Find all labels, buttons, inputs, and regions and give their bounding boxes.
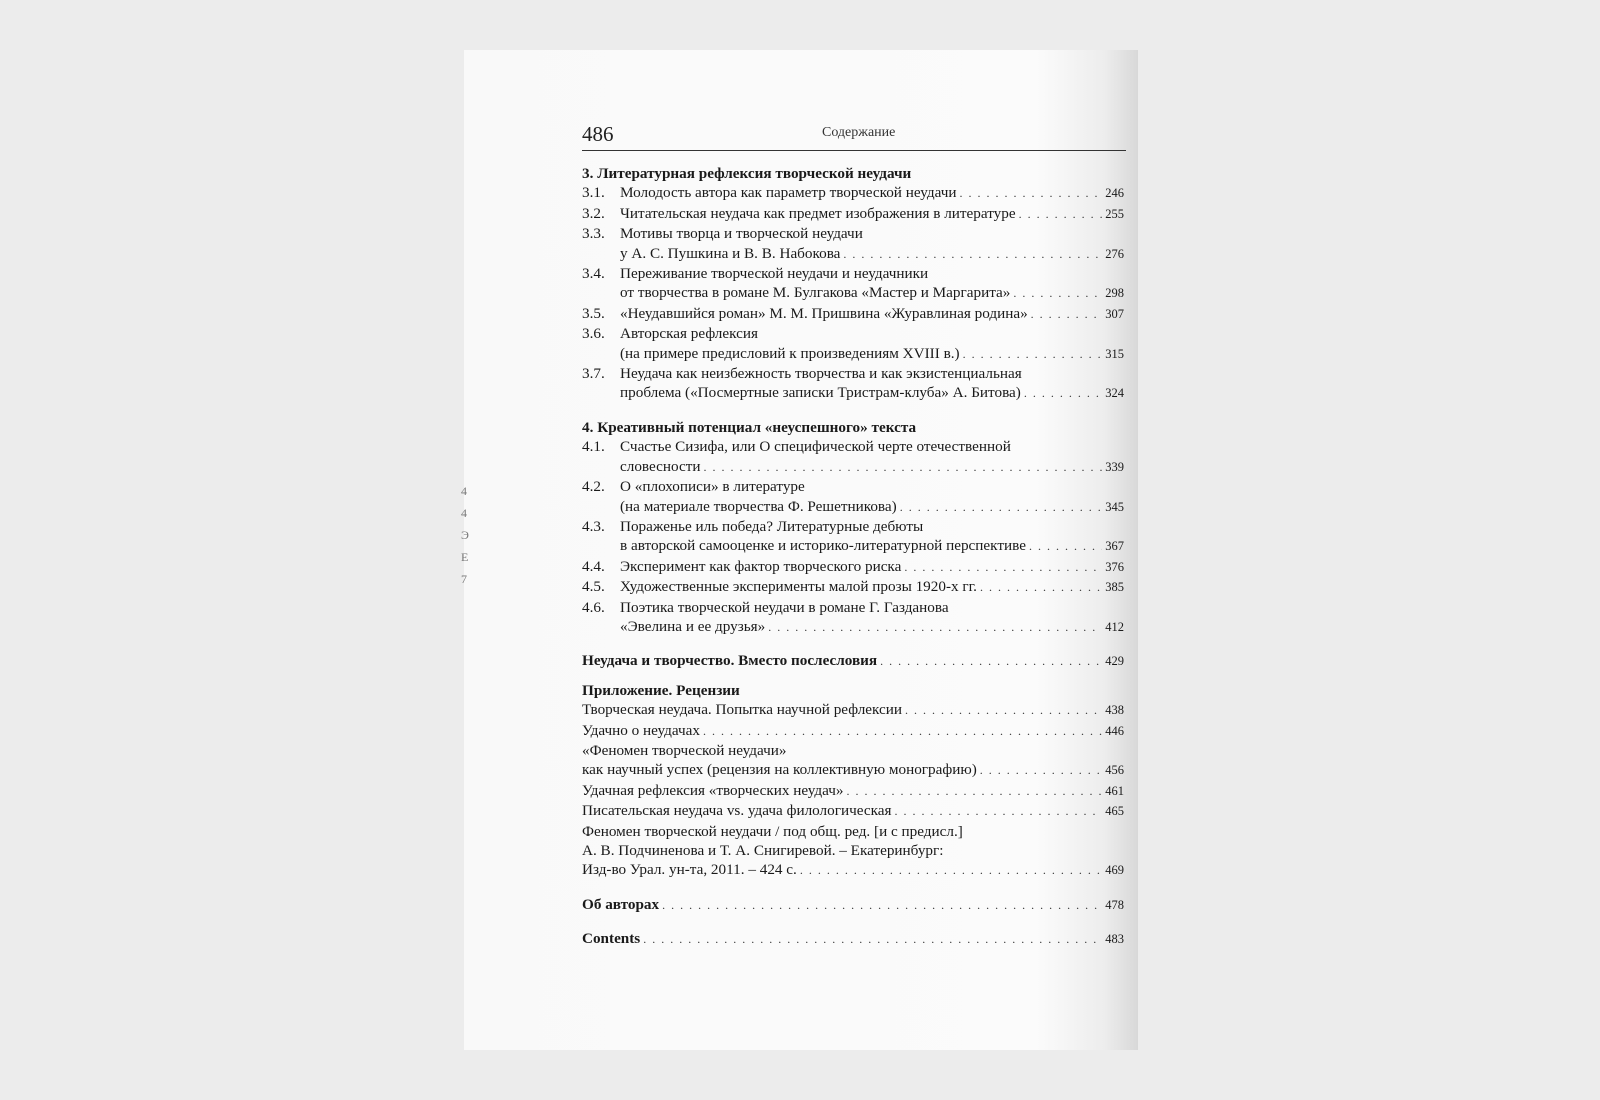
table-of-contents [582, 164, 1124, 950]
toc-entry-text [620, 264, 1124, 304]
page-ref: 307 [1105, 306, 1124, 321]
toc-line [582, 822, 1124, 841]
toc-line [620, 557, 1124, 577]
toc-entry-text [620, 517, 1124, 557]
toc-line-text: от творчества в романе М. Булгакова «Мастер и Маргарита» [620, 284, 1011, 302]
leader-dots [963, 345, 1103, 364]
spacer [582, 672, 1124, 681]
appendix-title: Приложение. Рецензии [582, 681, 740, 699]
about-authors-entry [582, 895, 1124, 915]
toc-entry-text [582, 801, 1124, 821]
page-ref: 339 [1105, 459, 1124, 474]
running-title: Содержание [822, 125, 896, 140]
entry-number: 3.1. [582, 184, 605, 202]
toc-entry-text [620, 577, 1124, 597]
margin-mark: Э [461, 528, 469, 542]
leader-dots [703, 722, 1102, 741]
toc-entry [582, 741, 1124, 781]
toc-line-text: Феномен творческой неудачи / под общ. ред. [и с предисл.] [582, 822, 963, 840]
toc-entry [582, 781, 1124, 801]
toc-entry-text [620, 598, 1124, 638]
toc-entry [582, 801, 1124, 821]
leader-dots [843, 245, 1102, 264]
page-ref: 429 [1105, 654, 1124, 669]
leader-dots [905, 701, 1102, 720]
page-ref: 385 [1105, 580, 1124, 595]
toc-entry-text [582, 741, 1124, 781]
toc-entry-text [620, 304, 1124, 324]
page-ref: 255 [1105, 206, 1124, 221]
toc-entry [582, 183, 1124, 203]
toc-entry-text [582, 895, 1124, 915]
entry-number: 3.2. [582, 204, 605, 222]
leader-dots [980, 578, 1102, 597]
toc-entry [582, 700, 1124, 720]
page-ref: 345 [1105, 499, 1124, 514]
toc-entry-text [620, 437, 1124, 477]
toc-line-text: Contents [582, 930, 641, 948]
leader-dots [662, 896, 1102, 915]
toc-entry [582, 477, 1124, 517]
toc-line-text: словесности [620, 457, 701, 475]
toc-entry [582, 324, 1124, 364]
toc-line [582, 721, 1124, 741]
toc-line [620, 477, 1124, 496]
toc-line [620, 364, 1124, 383]
toc-entry-text [582, 781, 1124, 801]
page-ref: 324 [1105, 386, 1124, 401]
toc-line [620, 304, 1124, 324]
toc-line [582, 760, 1124, 780]
entry-number: 4.2. [582, 478, 605, 496]
toc-line [620, 598, 1124, 617]
entry-number: 4.3. [582, 517, 605, 535]
entry-number: 4.1. [582, 438, 605, 456]
page-ref: 461 [1105, 783, 1124, 798]
toc-line [620, 324, 1124, 343]
toc-line [582, 651, 1124, 671]
toc-entry-text [582, 822, 1124, 881]
toc-line [582, 895, 1124, 915]
toc-line [620, 224, 1124, 243]
toc-line-text: Счастье Сизифа, или О специфической черте отечественной [620, 438, 1011, 456]
leader-dots [703, 458, 1102, 477]
leader-dots [1013, 284, 1102, 303]
entry-number: 3.6. [582, 325, 605, 343]
page-ref: 298 [1105, 286, 1124, 301]
toc-entry-text [582, 929, 1124, 949]
toc-entry-text [620, 477, 1124, 517]
entry-number: 4.6. [582, 598, 605, 616]
leader-dots [959, 184, 1102, 203]
leader-dots [1019, 205, 1103, 224]
toc-entry [582, 437, 1124, 477]
toc-line-text: Поэтика творческой неудачи в романе Г. Газданова [620, 598, 949, 616]
toc-line-text: как научный успех (рецензия на коллективную монографию) [582, 761, 977, 779]
toc-line-text: Читательская неудача как предмет изображения в литературе [620, 204, 1016, 222]
margin-mark: Е [461, 550, 469, 564]
page-ref: 446 [1105, 723, 1124, 738]
toc-line-text: Художественные эксперименты малой прозы 1920-х гг. [620, 578, 977, 596]
toc-entry [582, 822, 1124, 881]
leader-dots [643, 930, 1102, 949]
toc-line [620, 264, 1124, 283]
spacer [582, 881, 1124, 895]
toc-line [620, 383, 1124, 403]
toc-entry [582, 721, 1124, 741]
toc-line [582, 929, 1124, 949]
toc-line-text: Удачно о неудачах [582, 721, 700, 739]
toc-line-text: Удачная рефлексия «творческих неудач» [582, 781, 844, 799]
leader-dots [900, 498, 1103, 517]
spacer [582, 915, 1124, 929]
leader-dots [904, 558, 1102, 577]
toc-line-text: (на материале творчества Ф. Решетникова) [620, 497, 897, 515]
entry-number: 3.3. [582, 225, 605, 243]
page-ref: 412 [1105, 619, 1124, 634]
afterword-entry [582, 651, 1124, 671]
toc-line [620, 183, 1124, 203]
leader-dots [1024, 384, 1102, 403]
spacer [582, 404, 1124, 418]
toc-entry-text [582, 721, 1124, 741]
toc-line-text: «Эвелина и ее друзья» [620, 617, 766, 635]
toc-entry-text [620, 183, 1124, 203]
toc-line [620, 344, 1124, 364]
toc-line [582, 841, 1124, 860]
toc-entry [582, 517, 1124, 557]
toc-line-text: Неудача как неизбежность творчества и как экзистенциальная [620, 365, 1022, 383]
toc-line-text: «Неудавшийся роман» М. М. Пришвина «Журавлиная родина» [620, 304, 1028, 322]
toc-line-text: «Феномен творческой неудачи» [582, 741, 787, 759]
leader-dots [880, 652, 1102, 671]
toc-line-text: Молодость автора как параметр творческой неудачи [620, 184, 957, 202]
toc-line-text: у А. С. Пушкина и В. В. Набокова [620, 244, 841, 262]
leader-dots [1029, 537, 1102, 556]
toc-entry [582, 364, 1124, 404]
toc-line-text: проблема («Посмертные записки Тристрам-клуба» А. Битова) [620, 384, 1021, 402]
toc-line [620, 577, 1124, 597]
toc-line-text: Неудача и творчество. Вместо послесловия [582, 652, 878, 670]
entry-number: 4.5. [582, 578, 605, 596]
page-ref: 276 [1105, 246, 1124, 261]
toc-line [582, 801, 1124, 821]
page-ref: 438 [1105, 703, 1124, 718]
page-ref: 315 [1105, 346, 1124, 361]
page-ref: 376 [1105, 559, 1124, 574]
page-ref: 483 [1105, 932, 1124, 947]
entry-number: 3.7. [582, 365, 605, 383]
toc-line-text: А. В. Подчиненова и Т. А. Снигиревой. – Екатеринбург: [582, 842, 944, 859]
toc-line [620, 497, 1124, 517]
toc-entry-text [620, 224, 1124, 264]
toc-entry-text [620, 324, 1124, 364]
contents-entry [582, 929, 1124, 949]
toc-entry [582, 304, 1124, 324]
page-ref: 469 [1105, 863, 1124, 878]
toc-line-text: Об авторах [582, 895, 660, 913]
book-page [464, 50, 1138, 1050]
toc-line-text: Эксперимент как фактор творческого риска [620, 557, 902, 575]
page-ref: 465 [1105, 804, 1124, 819]
toc-line [620, 437, 1124, 456]
toc-entry [582, 577, 1124, 597]
leader-dots [1031, 305, 1103, 324]
section-title: 4. Креативный потенциал «неуспешного» текста [582, 418, 917, 436]
toc-entry [582, 224, 1124, 264]
toc-entry [582, 204, 1124, 224]
toc-line [582, 781, 1124, 801]
leader-dots [800, 861, 1102, 880]
toc-line-text: Изд-во Урал. ун-та, 2011. – 424 с. [582, 861, 797, 879]
toc-line [620, 457, 1124, 477]
toc-line [620, 204, 1124, 224]
entry-number: 3.4. [582, 265, 605, 283]
toc-line [620, 617, 1124, 637]
leader-dots [768, 618, 1102, 637]
toc-line [582, 860, 1124, 880]
toc-line [620, 517, 1124, 536]
toc-line [582, 741, 1124, 760]
toc-line-text: Творческая неудача. Попытка научной рефлексии [582, 701, 903, 719]
toc-line [620, 244, 1124, 264]
toc-entry [582, 264, 1124, 304]
toc-line [582, 700, 1124, 720]
toc-entry-text [620, 204, 1124, 224]
toc-line-text: (на примере предисловий к произведениям XVIII в.) [620, 344, 960, 362]
toc-entry-text [582, 700, 1124, 720]
spacer [582, 637, 1124, 651]
entry-number: 3.5. [582, 304, 605, 322]
margin-mark: 4 [461, 506, 467, 520]
page-ref: 246 [1105, 186, 1124, 201]
toc-entry [582, 557, 1124, 577]
leader-dots [980, 761, 1103, 780]
margin-mark: 7 [461, 572, 467, 586]
toc-entry [582, 598, 1124, 638]
toc-line-text: Авторская рефлексия [620, 325, 758, 343]
toc-line-text: в авторской самооценке и историко-литературной перспективе [620, 537, 1026, 555]
toc-line-text: Писательская неудача vs. удача филологическая [582, 802, 892, 820]
page-ref: 367 [1105, 539, 1124, 554]
entry-number: 4.4. [582, 557, 605, 575]
toc-line-text: Переживание творческой неудачи и неудачники [620, 265, 929, 283]
section-title: 3. Литературная рефлексия творческой неудачи [582, 165, 912, 182]
margin-marks [461, 480, 469, 590]
toc-line-text: Пораженье иль победа? Литературные дебюты [620, 517, 924, 535]
toc-line-text: Мотивы творца и творческой неудачи [620, 225, 863, 243]
toc-entry-text [620, 557, 1124, 577]
page-ref: 478 [1105, 897, 1124, 912]
toc-line [620, 536, 1124, 556]
leader-dots [846, 782, 1102, 801]
toc-line-text: О «плохописи» в литературе [620, 478, 805, 496]
margin-mark: 4 [461, 484, 467, 498]
page-number: 486 [582, 122, 614, 146]
toc-line [620, 283, 1124, 303]
page-ref: 456 [1105, 763, 1124, 778]
leader-dots [894, 802, 1102, 821]
toc-entry-text [620, 364, 1124, 404]
page-header [582, 122, 1126, 151]
toc-entry-text [582, 651, 1124, 671]
